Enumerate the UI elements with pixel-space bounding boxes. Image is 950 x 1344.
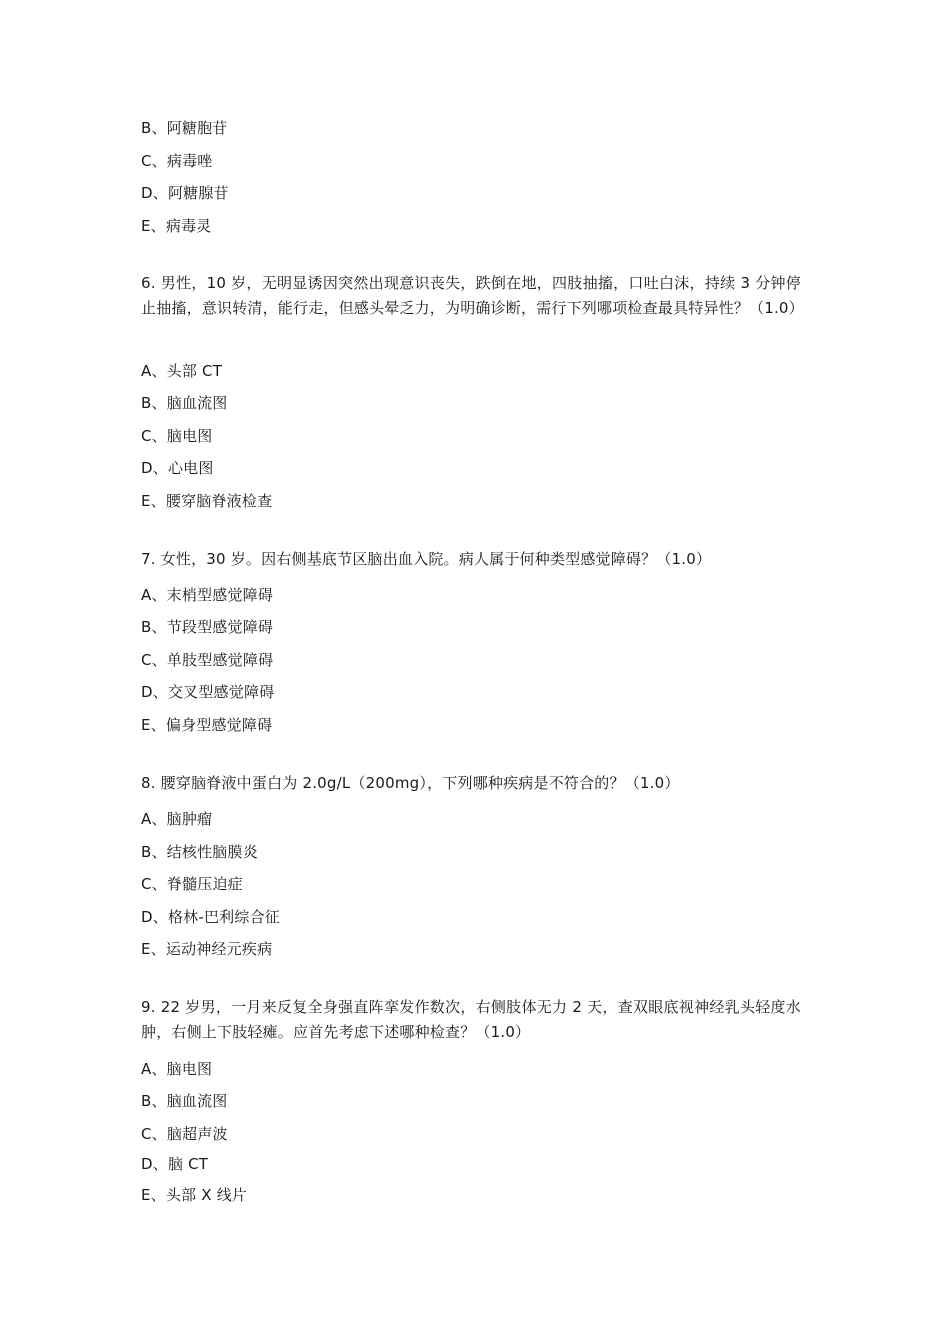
question-7-option-b: B、节段型感觉障碍 bbox=[141, 618, 274, 636]
option-prev-c: C、病毒唑 bbox=[141, 152, 213, 170]
question-6-option-c: C、脑电图 bbox=[141, 427, 213, 445]
option-prev-d: D、阿糖腺苷 bbox=[141, 184, 229, 202]
question-6-text: 6. 男性，10 岁，无明显诱因突然出现意识丧失，跌倒在地，四肢抽搐，口吐白沫，持续 3 分钟停止抽搐，意识转清，能行走，但感头晕乏力，为明确诊断，需行下列哪项检查最具特异性？（1.0） bbox=[141, 274, 804, 317]
question-8-option-d: D、格林-巴利综合征 bbox=[141, 908, 280, 926]
question-8-option-a: A、脑肿瘤 bbox=[141, 810, 213, 828]
question-7-option-d: D、交叉型感觉障碍 bbox=[141, 683, 275, 701]
question-7-option-e: E、偏身型感觉障碍 bbox=[141, 716, 273, 734]
question-6-option-d: D、心电图 bbox=[141, 459, 214, 477]
question-8-option-e: E、运动神经元疾病 bbox=[141, 940, 273, 958]
question-6-option-e: E、腰穿脑脊液检查 bbox=[141, 492, 273, 510]
question-7-option-c: C、单肢型感觉障碍 bbox=[141, 651, 274, 669]
question-7-option-a: A、末梢型感觉障碍 bbox=[141, 586, 274, 604]
option-prev-e: E、病毒灵 bbox=[141, 217, 212, 235]
question-9-text: 9. 22 岁男，一月来反复全身强直阵挛发作数次，右侧肢体无力 2 天，查双眼底视神经乳头轻度水肿，右侧上下肢轻瘫。应首先考虑下述哪种检查？（1.0） bbox=[141, 998, 801, 1041]
question-9-option-c: C、脑超声波 bbox=[141, 1125, 228, 1143]
question-9-option-e: E、头部 X 线片 bbox=[141, 1186, 248, 1204]
question-7-text: 7. 女性，30 岁。因右侧基底节区脑出血入院。病人属于何种类型感觉障碍？（1.0） bbox=[141, 550, 712, 568]
question-8-option-b: B、结核性脑膜炎 bbox=[141, 843, 258, 861]
question-9-option-a: A、脑电图 bbox=[141, 1060, 213, 1078]
question-9-option-b: B、脑血流图 bbox=[141, 1092, 228, 1110]
question-8-option-c: C、脊髓压迫症 bbox=[141, 875, 243, 893]
question-6-option-a: A、头部 CT bbox=[141, 362, 223, 380]
question-6-option-b: B、脑血流图 bbox=[141, 394, 228, 412]
question-9-option-d: D、脑 CT bbox=[141, 1155, 209, 1173]
option-prev-b: B、阿糖胞苷 bbox=[141, 119, 228, 137]
question-8-text: 8. 腰穿脑脊液中蛋白为 2.0g/L（200mg），下列哪种疾病是不符合的？（1.0） bbox=[141, 774, 680, 792]
